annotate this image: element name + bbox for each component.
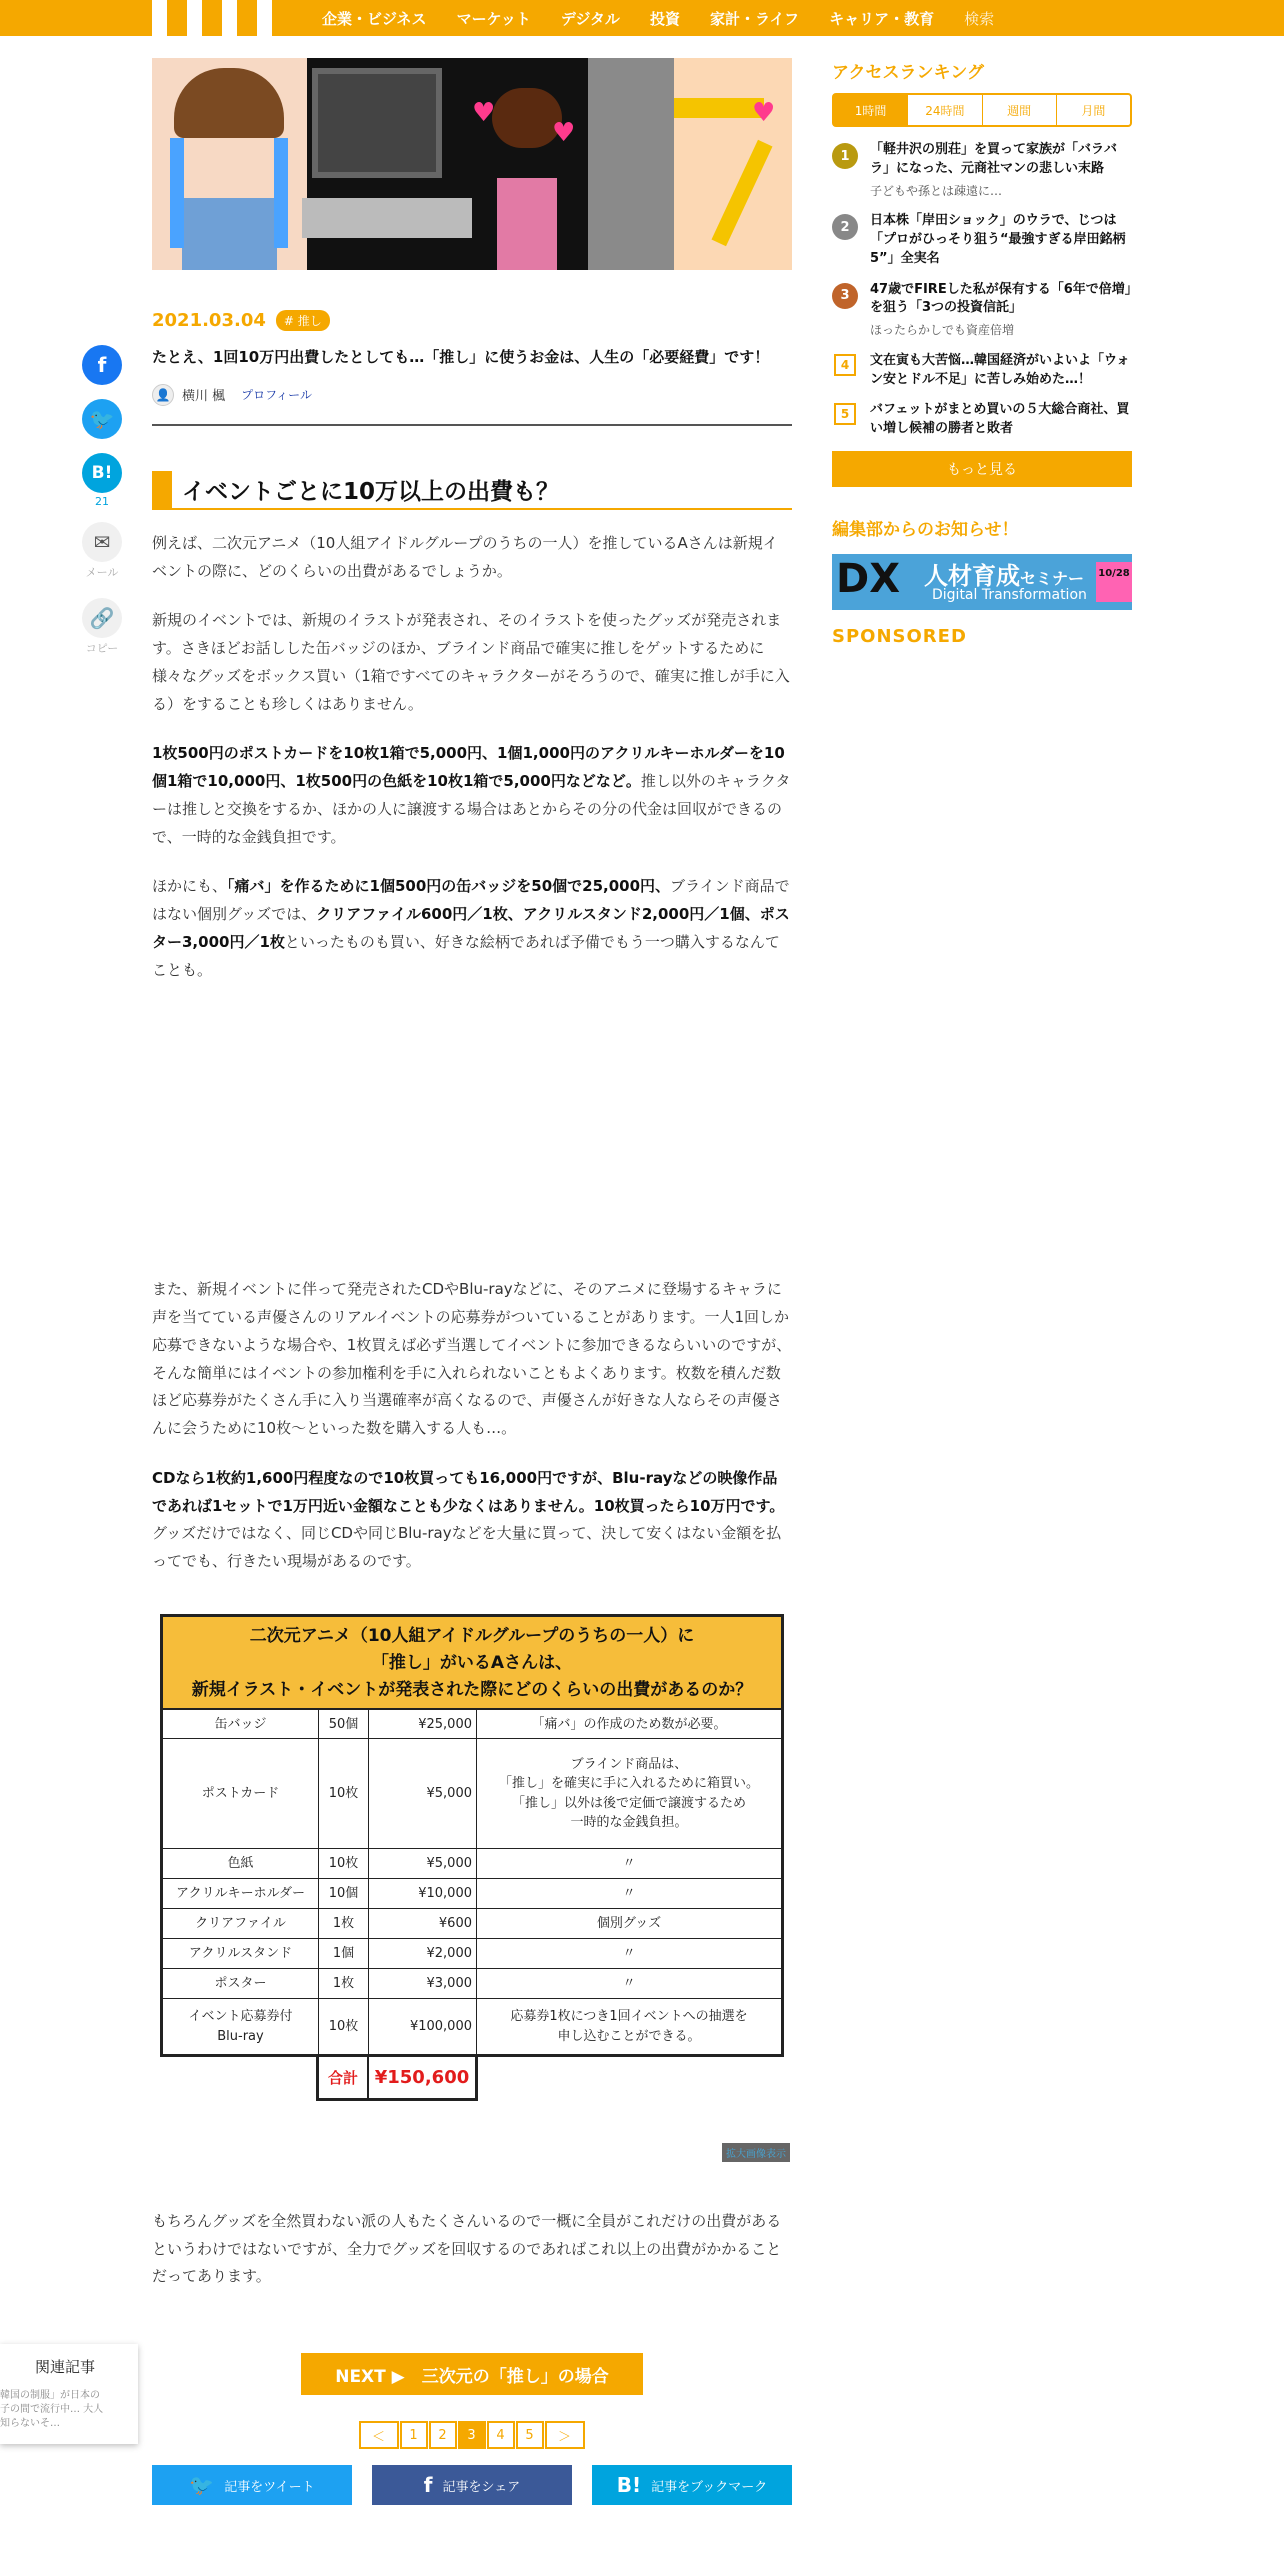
- page-link-current[interactable]: 3: [458, 2421, 486, 2449]
- sidebar: [832, 58, 1132, 647]
- nav-item-career[interactable]: キャリア・教育: [829, 9, 935, 28]
- related-title: 関連記事: [34, 2358, 95, 2376]
- table-cell-note: 個別グッズ: [596, 1916, 662, 1932]
- table-cell-price: ¥2,000: [369, 1939, 477, 1968]
- ranking-tabs: [832, 93, 1132, 127]
- ranking-title: アクセスランキング: [832, 63, 984, 83]
- total-label: 合計: [319, 2057, 369, 2098]
- tab-1hour[interactable]: 1時間: [834, 95, 908, 125]
- table-cell-item: 色紙: [163, 1849, 319, 1878]
- table-cell-item: イベント応募券付 Blu-ray: [163, 1999, 319, 2054]
- paragraph: 新規のイベントでは、新規のイラストが発表され、そのイラストを使ったグッズが発売されます。さきほどお話しした缶バッジのほか、ブラインド商品で確実に推しをゲットするために様々なグッズをボックス買い（1箱ですべてのキャラクターがそろうので、確実に推しが手に入る）をすることも珍しくはありません。: [152, 611, 790, 713]
- table-row: [163, 1738, 781, 1848]
- table-cell-note: ブラインド商品は、 「推し」を確実に手に入れるために箱買い。 「推し」以外は後で定価で譲渡するため 一時的な金銭負担。: [498, 1756, 759, 1831]
- site-logo[interactable]: [152, 0, 292, 36]
- table-cell-price: ¥5,000: [369, 1849, 477, 1878]
- notice-title: 編集部からのお知らせ！: [832, 520, 1019, 541]
- table-row: [163, 1878, 781, 1908]
- mail-label: メール: [85, 566, 119, 579]
- table-cell-qty: 10個: [319, 1879, 369, 1908]
- nav-search-link[interactable]: 検索: [964, 9, 995, 28]
- ranking-item[interactable]: 1 「軽井沢の別荘」を買って家族が「バラバラ」になった、元商社マンの悲しい末路 子どもや孫とは疎遠に…: [832, 141, 1132, 200]
- related-articles-popup[interactable]: [0, 2344, 138, 2444]
- article-title: たとえ、1回10万円出費したとしても…「推し」に使うお金は、人生の「必要経費」です！: [152, 348, 770, 366]
- next-page-arrow[interactable]: ＞: [545, 2421, 585, 2449]
- table-title: 二次元アニメ（10人組アイドルグループのうちの一人）に 「推し」がいるAさんは、 新規イラスト・イベントが発表された際にどのくらいの出費があるのか？: [163, 1617, 781, 1711]
- hatena-bookmark-icon[interactable]: B!: [82, 453, 122, 493]
- table-row: [163, 1938, 781, 1968]
- heart-icon: ♥: [552, 118, 576, 148]
- article-date: 2021.03.04: [152, 310, 266, 331]
- table-cell-qty: 50個: [319, 1710, 369, 1738]
- mail-icon[interactable]: ✉: [82, 522, 122, 562]
- author-line: [152, 384, 792, 426]
- next-page-button[interactable]: NEXT ▶ 三次元の「推し」の場合: [301, 2353, 643, 2395]
- more-ranking-button[interactable]: もっと見る: [832, 451, 1132, 487]
- table-cell-qty: 10枚: [319, 1849, 369, 1878]
- table-cell-note: 応募券1枚につき1回イベントへの抽選を 申し込むことができる。: [510, 2009, 748, 2044]
- heart-icon: ♥: [472, 98, 496, 128]
- hatena-icon: B!: [616, 2473, 642, 2497]
- article-tag[interactable]: # 推し: [276, 310, 330, 331]
- dx-seminar-banner[interactable]: DX 人材育成セミナー Digital Transformation 10/28: [832, 554, 1132, 610]
- tweet-article-button[interactable]: 🐦 記事をツイート: [152, 2465, 352, 2505]
- table-row: [163, 1908, 781, 1938]
- table-cell-price: ¥600: [369, 1909, 477, 1938]
- table-cell-qty: 1枚: [319, 1909, 369, 1938]
- paragraph: また、新規イベントに伴って発売されたCDやBlu-rayなどに、そのアニメに登場するキャラに声を当てている声優さんのリアルイベントの応募券がついていることがあります。一人1回しか応募できないような場合や、1枚買えば必ず当選してイベントに参加できるならいいのですが、そんな簡単にはイベントの参加権利を手に入れられないこともよくあります。枚数を積んだ数ほど応募券がたくさん手に入り当選確率が高くなるので、声優さんが好きな人ならその声優さんに会うために10枚～といった数を購入する人も…。: [152, 1280, 792, 1437]
- table-cell-price: ¥10,000: [369, 1879, 477, 1908]
- paragraph: ほかにも、「痛バ」を作るために1個500円の缶バッジを50個で25,000円、ブラインド商品ではない個別グッズでは、クリアファイル600円／1枚、アクリルスタンド2,000円／1個、ポスター3,000円／1枚といったものも買い、好きな絵柄であれば予備でもう一つ購入するなんてことも。: [152, 877, 790, 979]
- table-cell-item: クリアファイル: [163, 1909, 319, 1938]
- sponsored-label: SPONSORED: [832, 626, 967, 648]
- paragraph: 例えば、二次元アニメ（10人組アイドルグループのうちの一人）を推しているAさんは新規イベントの際に、どのくらいの出費があるでしょうか。: [152, 533, 778, 580]
- ranking-item[interactable]: 2 日本株「岸田ショック」のウラで、じつは「プロがひっそり狙う“最強すぎる岸田銘柄5”」全実名: [832, 212, 1132, 269]
- twitter-share-icon[interactable]: 🐦: [82, 399, 122, 439]
- heart-icon: ♥: [752, 98, 776, 128]
- page-link[interactable]: 2: [429, 2421, 457, 2449]
- table-cell-qty: 1枚: [319, 1969, 369, 1998]
- table-row: [163, 1848, 781, 1878]
- paragraph: 1枚500円のポストカードを10枚1箱で5,000円、1個1,000円のアクリルキーホルダーを10個1箱で10,000円、1枚500円の色紙を10枚1箱で5,000円などなど。推し以外のキャラクターは推しと交換をするか、ほかの人に譲渡する場合はあとからその分の代金は回収ができるので、一時的な金銭負担です。: [152, 744, 791, 846]
- table-cell-note: 〃: [622, 1946, 636, 1962]
- share-column: [80, 345, 124, 674]
- table-cell-price: ¥5,000: [369, 1739, 477, 1848]
- facebook-icon: f: [423, 2473, 433, 2497]
- table-cell-item: アクリルキーホルダー: [163, 1879, 319, 1908]
- table-row: [163, 1998, 781, 2054]
- ad-space: [152, 984, 792, 1254]
- total-row: [316, 2057, 478, 2101]
- ranking-item[interactable]: 3 47歳でFIREした私が保有する「6年で倍増」を狙う「3つの投資信託」 ほったらかしでも資産倍増: [832, 281, 1132, 340]
- table-cell-note: 「痛バ」の作成のため数が必要。: [531, 1716, 727, 1732]
- tab-weekly[interactable]: 週間: [983, 95, 1057, 125]
- ranking-item[interactable]: 4 文在寅も大苦悩…韓国経済がいよいよ「ウォン安とドル不足」に苦しみ始めた…！: [832, 352, 1132, 390]
- expense-table: [160, 1614, 784, 2058]
- bookmark-article-button[interactable]: B! 記事をブックマーク: [592, 2465, 792, 2505]
- table-cell-item: ポストカード: [163, 1739, 319, 1848]
- zoom-image-button[interactable]: 拡大画像表示: [722, 2143, 790, 2162]
- table-cell-item: アクリルスタンド: [163, 1939, 319, 1968]
- ranking-list: [832, 141, 1132, 439]
- table-cell-item: ポスター: [163, 1969, 319, 1998]
- share-article-button[interactable]: f 記事をシェア: [372, 2465, 572, 2505]
- table-cell-qty: 10枚: [319, 1999, 369, 2054]
- page-link[interactable]: 5: [516, 2421, 544, 2449]
- table-cell-price: ¥100,000: [369, 1999, 477, 2054]
- nav-item-investment[interactable]: 投資: [649, 9, 680, 28]
- table-cell-note: 〃: [622, 1976, 636, 1992]
- table-cell-qty: 10枚: [319, 1739, 369, 1848]
- total-value: ¥150,600: [374, 2067, 470, 2089]
- top-nav-bar: [0, 0, 1284, 36]
- table-cell-price: ¥25,000: [369, 1710, 477, 1738]
- hatena-count: 21: [95, 495, 109, 508]
- twitter-icon: 🐦: [189, 2473, 215, 2497]
- table-cell-price: ¥3,000: [369, 1969, 477, 1998]
- table-cell-note: 〃: [622, 1856, 636, 1872]
- expense-table-figure: [160, 1614, 784, 2168]
- article-meta: [152, 310, 792, 331]
- nav-item-digital[interactable]: デジタル: [560, 9, 620, 28]
- tab-monthly[interactable]: 月間: [1081, 103, 1106, 118]
- facebook-share-icon[interactable]: f: [82, 345, 122, 385]
- pagination: [152, 2421, 792, 2449]
- prev-page-button[interactable]: ＜: [359, 2421, 399, 2449]
- table-row: [163, 1968, 781, 1998]
- table-row: [163, 1710, 781, 1738]
- article-main: [152, 58, 792, 2505]
- table-cell-item: 缶バッジ: [163, 1710, 319, 1738]
- copy-label: コピー: [85, 642, 119, 655]
- section-heading: イベントごとに10万以上の出費も？: [152, 472, 792, 510]
- main-nav: [322, 0, 994, 36]
- table-cell-note: 〃: [622, 1886, 636, 1902]
- nav-item-market[interactable]: マーケット: [456, 9, 531, 28]
- nav-item-life[interactable]: 家計・ライフ: [709, 9, 800, 28]
- bottom-share-bar: [152, 2465, 792, 2505]
- ranking-item[interactable]: 5 バフェットがまとめ買いの５大総合商社、買い増し候補の勝者と敗者: [832, 401, 1132, 439]
- related-snippet: 韓国の制服」が日本の 子の間で流行中… 大人 知らないそ…: [0, 2390, 104, 2429]
- paragraph: CDなら1枚約1,600円程度なので10枚買っても16,000円ですが、Blu-rayなどの映像作品であれば1セットで1万円近い金額なことも少なくはありません。10枚買ったら10万円です。グッズだけではなく、同じCDや同じBlu-rayなどを大量に買って、決して安くはない金額を払ってでも、行きたい現場があるのです。: [152, 1468, 785, 1570]
- profile-link[interactable]: プロフィール: [241, 388, 312, 403]
- page-link[interactable]: 4: [487, 2421, 515, 2449]
- hero-illustration: [152, 58, 792, 270]
- page-link[interactable]: 1: [400, 2421, 428, 2449]
- table-cell-qty: 1個: [319, 1939, 369, 1968]
- paragraph: もちろんグッズを全然買わない派の人もたくさんいるので一概に全員がこれだけの出費があるというわけではないですが、全力でグッズを回収するのであればこれ以上の出費がかかることだってあります。: [152, 2211, 782, 2286]
- tab-24hour[interactable]: 24時間: [908, 95, 982, 125]
- author-avatar: 👤: [152, 384, 174, 406]
- copy-link-icon[interactable]: 🔗: [82, 598, 122, 638]
- nav-item-business[interactable]: 企業・ビジネス: [322, 9, 427, 28]
- author-name: 横川 楓: [182, 389, 226, 405]
